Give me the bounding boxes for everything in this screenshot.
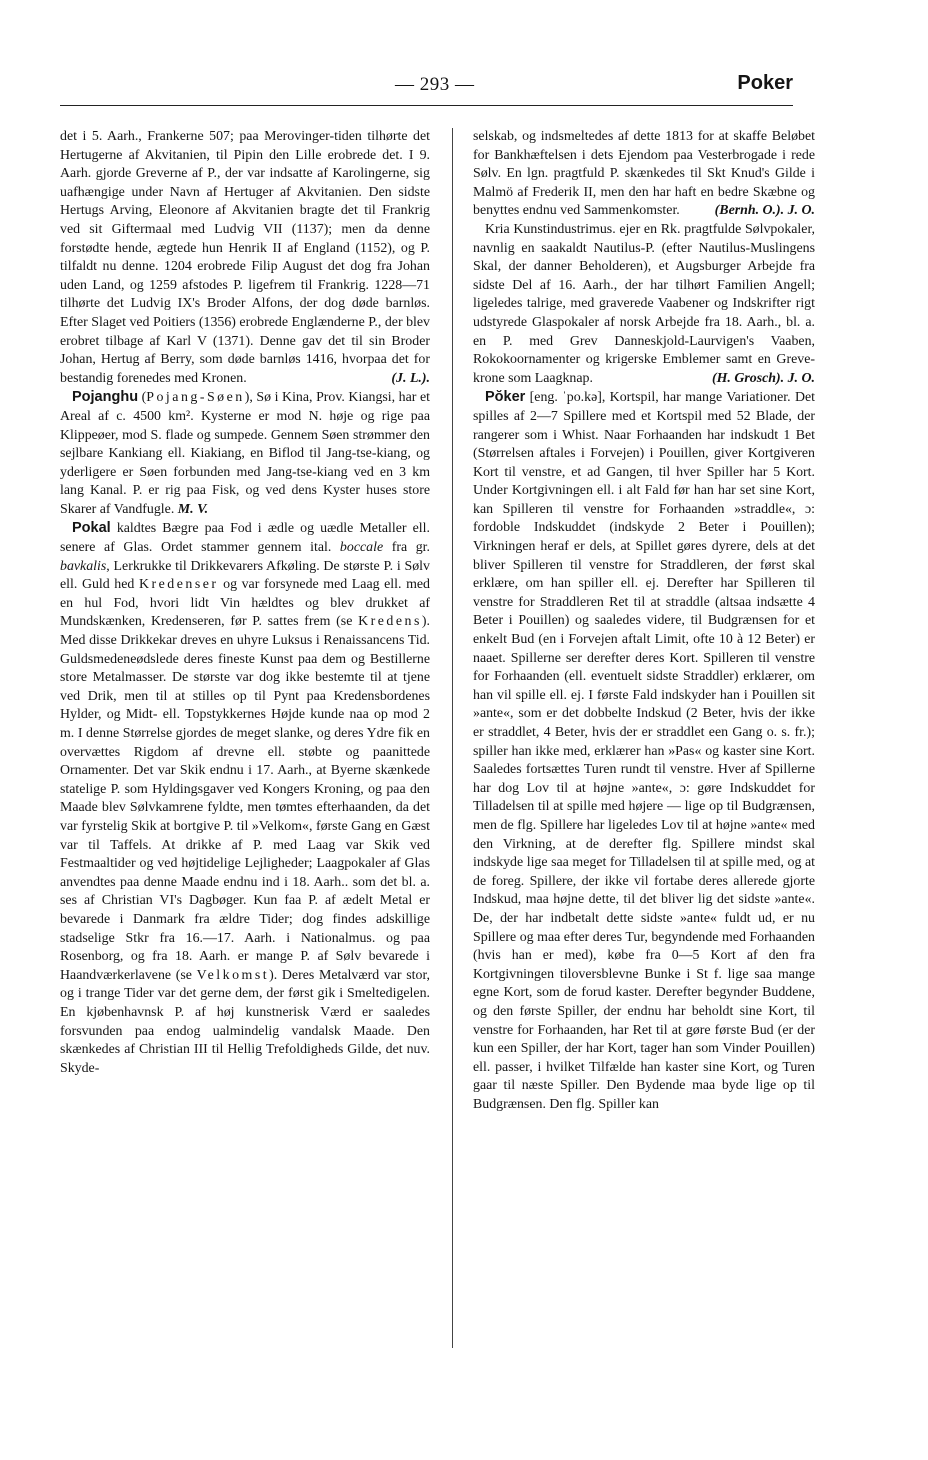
etymology-term: bavkalis — [60, 558, 107, 574]
cross-reference: Kredenser — [138, 577, 219, 593]
headword: Pŏker — [485, 389, 526, 406]
etymology-term: boccale — [339, 540, 384, 556]
headword: Pojanghu — [72, 389, 139, 406]
entry-text: , Lerkrukke til Drikkevarers Afkøling. De største P. i Sølv ell. Guld hed — [60, 558, 430, 593]
author-signature: (J. L.). — [391, 370, 430, 386]
entry-text: ), Sø i Kina, Prov. Kiangsi, har et Areal af c. 4500 km². Kysterne er mod N. høje og rige paa Klippeøer, mod S. flade og sumpede. Gennem Søen strømmer den sejlbare Kankiang ell. Kiakiang, en Biflod til Jang-tse-kiang, og yderligere er Søen forbunden med Jang-tse-kiang ved en 3 km lang Kanal. P. er rig paa Fisk, og ved dens Kyster huses store Skarer af Vandfugle. — [60, 390, 430, 517]
entry-text: kaldtes Bægre paa Fod i ædle og uædle Metaller ell. senere af Glas. Ordet stammer gennem ital. — [60, 521, 430, 556]
right-column — [473, 128, 815, 1378]
page-header — [60, 72, 793, 104]
entry-text: fra gr. — [391, 540, 430, 556]
cross-reference: Kredens — [358, 614, 422, 630]
entry-pojanghu: Pojanghu (Pojang-Søen), Sø i Kina, Prov. Kiangsi, har et Areal af c. 4500 km². Kysterne er mod N. høje og rige paa Klippeøer, mod S. flade og sumpede. Gennem Søen strømmer den sejlbare Kankiang ell. Kiakiang, en Biflod til Jang-tse-kiang, og yderligere er Søen forbunden med Jang-tse-kiang ved en 3 km lang Kanal. P. er rig paa Fisk, og ved dens Kyster huses store Skarer af Vandfugle. M. V. — [60, 389, 430, 517]
author-signature: (Bernh. O.). J. O. — [714, 203, 815, 219]
entry-text: ). Deres Metalværd var stor, og i trange Tider var det gerne dem, der først gik i Smeltedigelen. En kjøbenhavnsk P. af høj kunstnerisk Værd er saaledes forsvunden paa endog ualmindelig vandalsk Maade. Den skænkedes af Christian III til Hellig Trefoldigheds Gilde, det nuv. Skyde- — [60, 967, 430, 1076]
left-column — [60, 128, 430, 1378]
museum-paragraph — [473, 221, 815, 388]
continuation-paragraph — [60, 128, 430, 388]
continuation-text: selskab, og indsmeltedes af dette 1813 for at skaffe Beløbet for Bankhæftelsen i dets Ejendom paa Vesterbrogade i rede Sølv. En lgn. pragtfuld P. skænkedes til Skt Knud's Gilde i Malmö af Frederik II, men den har haft en bedre Skæbne og benyttes endnu ved Sammenkomster. — [473, 129, 815, 219]
author-signature: (H. Grosch). J. O. — [711, 370, 815, 386]
column-divider — [452, 128, 453, 1348]
paragraph-text: Kria Kunstindustrimus. ejer en Rk. pragtfulde Sølvpokaler, navnlig en saakaldt Nautilus-P. (efter Nautilus-Muslingens Skal, der danner Beholderen), et Augsburger Arbejde fra sidste Del af 16. Aarh., der har tilhørt Familien Angell; ligeledes talrige, med graverede Vaabener og Indskrifter rigt udstyrede Glaspokaler af norsk Arbejde fra 18. Aarh., bl. a. en P. med Grev Danneskjold-Laurvigen's Vaaben, Rokokoornamenter og krigerske Emblemer samt en Greve-krone som Laagknap. — [473, 221, 815, 386]
entry-text: ). Med disse Drikkekar dreves en uhyre Luksus i Renaissancens Tid. Guldsmedeneødslede deres fineste Kunst paa dem og Bestillerne store Metalmasser. De største var dog ikke bestemte til at tjene ved Drik, men til at stilles op til Pynt paa Kredensbordenes Hylder, og Midt- ell. Topstykkernes Højde kunde naa op mod 2 m. I denne Størrelse gjordes de meget slanke, og deres Ydre fik en overvættes Rigdom af drevne ell. støbte og paanittede Ornamenter. Det var Skik endnu i 17. Aarh., at Byerne skænkede statelige P. som Hyldingsgaver ved Kongers Kroning, og paa den Maade blev Sølvkamrene fyldte, men tømtes efterhaanden, da det var fyrstelig Skik at bortgive P. til »Velkom«, første Gang en Gæst var til Taffels. At drikke af P. med Laag var Skik ved Festmaaltider og ved højtidelige Lejligheder; Laagpokaler af Glas anvendtes paa denne Maade endnu ind i 18. Aarh.. som det bl. a. ses af Christian VI's Dagbøger. Kun faa P. af ædelt Metal er bevarede i Danmark fra ældre Tider; dog findes adskillige stadselige Stkr fra 16.—17. Aarh. i Nationalmus. og paa Rosenborg, og fra 18. Aarh. er mange P. af Sølv bevarede i Haandværkerlavene (se — [60, 614, 430, 983]
headword: Pokal — [72, 520, 111, 537]
header-rule — [60, 105, 793, 106]
continuation-paragraph — [473, 128, 815, 221]
entry-text: og var forsynede med Laag ell. med en hul Fod, hvori lidt Vin hældtes og blev drukket af Mundskænken, Kredenseren, før P. sattes frem (se — [60, 577, 430, 630]
cross-reference: Velkomst — [196, 967, 270, 983]
running-head: Poker — [737, 72, 793, 94]
alt-name: Pojang-Søen — [146, 390, 245, 406]
continuation-text: det i 5. Aarh., Frankerne 507; paa Merovinger-tiden tilhørte det Hertugerne af Akvitanien, til Pipin den Lille erobrede det. I 9. Aarh. gjorde Greverne af P., der var indsatte af Karolingerne, sig uafhængige under Navn af Hertuger af Akvitanien. Den sidste Hertugs Arving, Eleonore af Akvitanien bragte det til Frankrig ved sit Giftermaal med Ludvig VII (1137); men da denne forstødte hende, ægtede hun Henrik II af England (1152), og P. tilfaldt nu denne. 1204 erobrede Filip August det dog fra Johan uden Land, og 1259 afstodes P. ligefrem til Frankrig. 1228—71 tilhørte det Ludvig IX's Broder Alfons, der dog døde barnløs. Efter Slaget ved Poitiers (1356) erobrede Englænderne P., der blev erobret tilbage af Karl V (1371). Denne gav det til sin Broder Johan, Hertug af Berry, som døde barnløs 1416, hvorpaa det for bestandig forenedes med Kronen. — [60, 129, 430, 386]
entry-pokal — [60, 519, 430, 1078]
page-number: — 293 — — [395, 74, 475, 95]
entry-poker — [473, 388, 815, 1114]
author-signature: M. V. — [177, 501, 209, 517]
entry-text: [eng. ˈpo.kə], Kortspil, har mange Variationer. Det spilles af 2—7 Spillere med et Kortspil med 52 Blade, der rangerer som i Whist. Naar Forhaanden har indskudt 1 Bet (Størrelsen aftales i Forvejen) i Pouillen, giver Kortgiveren Kort til venstre, et ad Gangen, til hver Spiller har 5 Kort. Under Kortgivningen ell. i alt Fald før han har set sine Kort, kan Spilleren til venstre for Forhaanden »straddle«, ɔ: fordoble Indskuddet (indskyde 2 Beter i Pouillen); Virkningen heraf er dels, at Spillet gøres dyrere, dels at det bliver Spilleren til venstre for Straddleren, der først skal erklære, om han spiller ell. ej. Derefter har Spilleren til venstre for Straddleren Ret til at straddle (altsaa indsætte 4 Beter i Pouillen) og saaledes videre, til Budgrænsen for et enkelt Bud (en i Forvejen aftalt Limit, ofte 10 à 12 Beter) er naaet. Spillerne ser derefter deres Kort. Spilleren til venstre for Forhaanden (ell. eventuelt sidste Straddler) erklærer, om han vil spille ell. ej. I første Fald indskyder han i Pouillen sit »ante«, som er det dobbelte Indskud (2 Beter, hvis der ikke er straddlet, 4 Beter, hvis der er straddlet een Gang o. s. fr.); spiller han ikke med, erklærer han »Pas« og kaster sine Kort. Saaledes fortsættes Turen rundt til venstre. Hver af Spillerne har dog Lov til at højne »ante«, ɔ: gøre Indskuddet for Tilladelsen til at spille med højere — lige op til Budgrænsen, men de flg. Spillere har ligeledes Lov til at højne »ante« med den Virkning, at de derefter flg. Spillere mindst skal indskyde lige saa meget for Tilladelsen til at spille med, og at de foreg. Spillere, der ikke vil fortabe deres allerede gjorte Indskud, maa højne dette, til det bliver lig det sidste »ante«. De, der har indbetalt dette sidste »ante« fuldt ud, er nu Spillere og maa efter deres Tur, begyndende med Forhaanden (hvis han er med), købe fra 0—5 Kort af den fra Kortgivningen tiloversblevne Bunke i St f. lige saa mange egne Kort, som de forud kaster. Derefter begynder Buddene, og den første Spiller, der endnu har beholdt sine Kort, til venstre for Forhaanden, har Ret til at gøre første Bud (er der kun een Spiller, der har Kort, tager han som Vinder Pouillen) ell. passer, i hvilket Tilfælde han kaster sine Kort, og Turen gaar til næste Spiller. Den Bydende maa byde lige op til Budgrænsen. Den flg. Spiller kan — [473, 390, 815, 1112]
